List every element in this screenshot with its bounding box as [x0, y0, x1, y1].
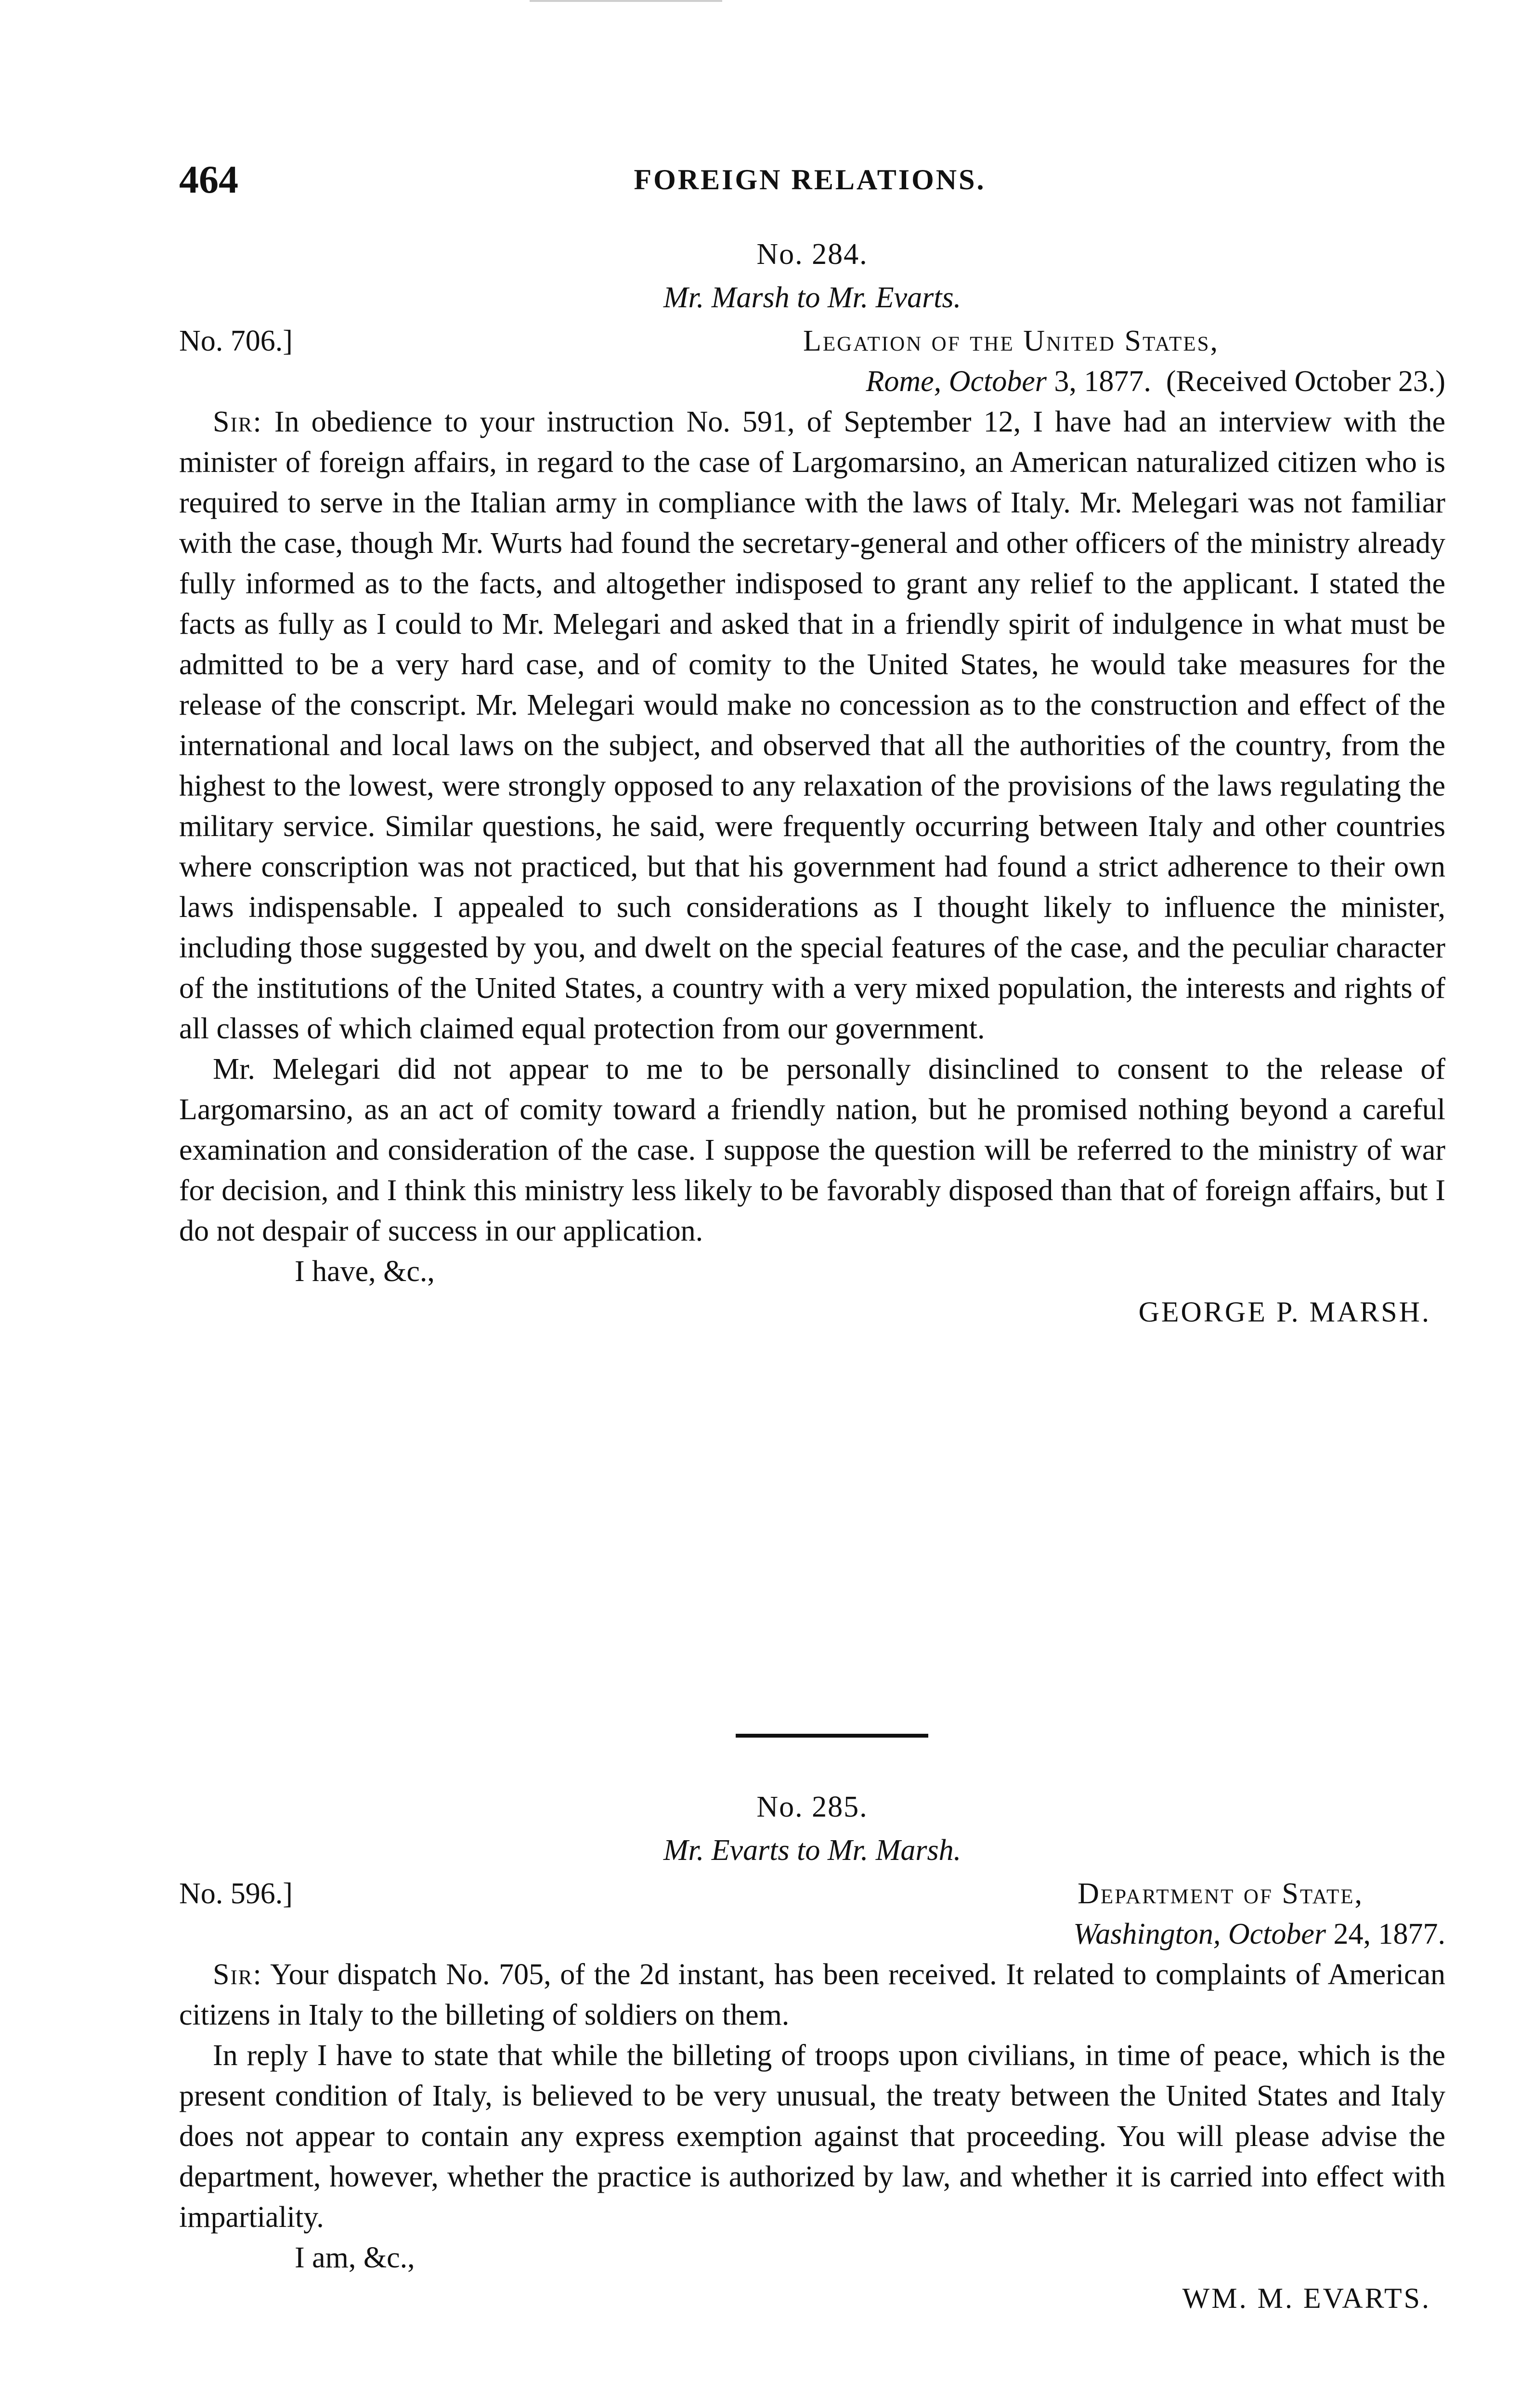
body-paragraph: In reply I have to state that while the billeting of troops upon civilians, in time of peace, which is the present condition of Italy, is believed to be very unusual, the treaty between the United States and Italy does not appear to contain any express exemption against that proceeding. You will please advise the department, however, whether the practice is authorized by law, and whether it is carried into effect with impartiality. [179, 2039, 1445, 2234]
dispatch-number: No. 706.] [179, 325, 293, 357]
body-paragraph [179, 402, 1445, 1049]
sender-office: Legation of the United States, [803, 325, 1219, 357]
date-rest: 3, 1877. [1054, 365, 1151, 398]
body-paragraph: Mr. Melegari did not appear to me to be personally disinclined to consent to the release of Largomarsino, as an act of comity toward a friendly nation, but he promised nothing beyond a careful examination and consideration of the case. I suppose the question will be referred to the ministry of war for decision, and I think this ministry less likely to be favorably disposed than that of foreign affairs, but I do not despair of success in our application. [179, 1053, 1445, 1247]
document-number: No. 285. [756, 1791, 868, 1823]
sender-office: Department of State, [1078, 1877, 1364, 1910]
place: Washington, [1073, 1918, 1221, 1950]
salutation: Sir: [213, 406, 262, 438]
letter-heading: Mr. Evarts to Mr. Marsh. [663, 1834, 961, 1867]
letter-header [179, 1873, 1445, 1954]
closing: I am, &c., [295, 2241, 415, 2274]
salutation: Sir: [213, 1958, 262, 1991]
signature: WM. M. EVARTS. [1182, 2282, 1431, 2314]
date-month: October [1228, 1918, 1326, 1950]
letter-285 [179, 1787, 1445, 2318]
closing: I have, &c., [295, 1255, 435, 1288]
letter-header [179, 321, 1445, 402]
running-head [179, 153, 1441, 206]
paragraph-text: Your dispatch No. 705, of the 2d instant, has been received. It related to complaints of American citizens in Italy to the billeting of soldiers on them. [179, 1958, 1445, 2031]
letter-284 [179, 234, 1445, 1332]
place: Rome, [866, 365, 942, 398]
scan-top-edge [530, 0, 722, 2]
received-note: (Received October 23.) [1166, 365, 1445, 398]
section-divider [736, 1734, 928, 1738]
letter-heading: Mr. Marsh to Mr. Evarts. [663, 281, 961, 314]
signature: GEORGE P. MARSH. [1138, 1296, 1431, 1328]
document-number: No. 284. [756, 238, 868, 271]
dispatch-number: No. 596.] [179, 1877, 293, 1910]
paragraph-text: In obedience to your instruction No. 591, of September 12, I have had an interview with the minister of foreign affairs, in regard to the case of Largomarsino, an American naturalized citizen who is required to serve in the Italian army in compliance with the laws of Italy. Mr. Melegari was not familiar with the case, though Mr. Wurts had found the secretary-general and other officers of the ministry already fully informed as to the facts, and altogether indisposed to grant any relief to the applicant. I stated the facts as fully as I could to Mr. Melegari and asked that in a friendly spirit of indulgence in what must be admitted to be a very hard case, and of comity to the United States, he would take measures for the release of the conscript. Mr. Melegari would make no concession as to the construction and effect of the international and local laws on the subject, and observed that all the authorities of the country, from the highest to the lowest, were strongly opposed to any relaxation of the provisions of the laws regulating the military service. Similar questions, he said, were frequently occurring between Italy and other countries where conscription was not practiced, but that his government had found a strict adherence to their own laws indispensable. I appealed to such considerations as I thought likely to influence the minister, including those suggested by you, and dwelt on the special features of the case, and the peculiar character of the institutions of the United States, a country with a very mixed population, the interests and rights of all classes of which claimed equal protection from our government. [179, 406, 1445, 1045]
running-title: FOREIGN RELATIONS. [634, 164, 986, 196]
body-paragraph [179, 1954, 1445, 2035]
date-month: October [948, 365, 1047, 398]
place-date-line [1073, 1914, 1445, 1954]
page-number: 464 [179, 157, 238, 201]
place-date-line [866, 361, 1445, 402]
date-rest: 24, 1877. [1333, 1918, 1445, 1950]
